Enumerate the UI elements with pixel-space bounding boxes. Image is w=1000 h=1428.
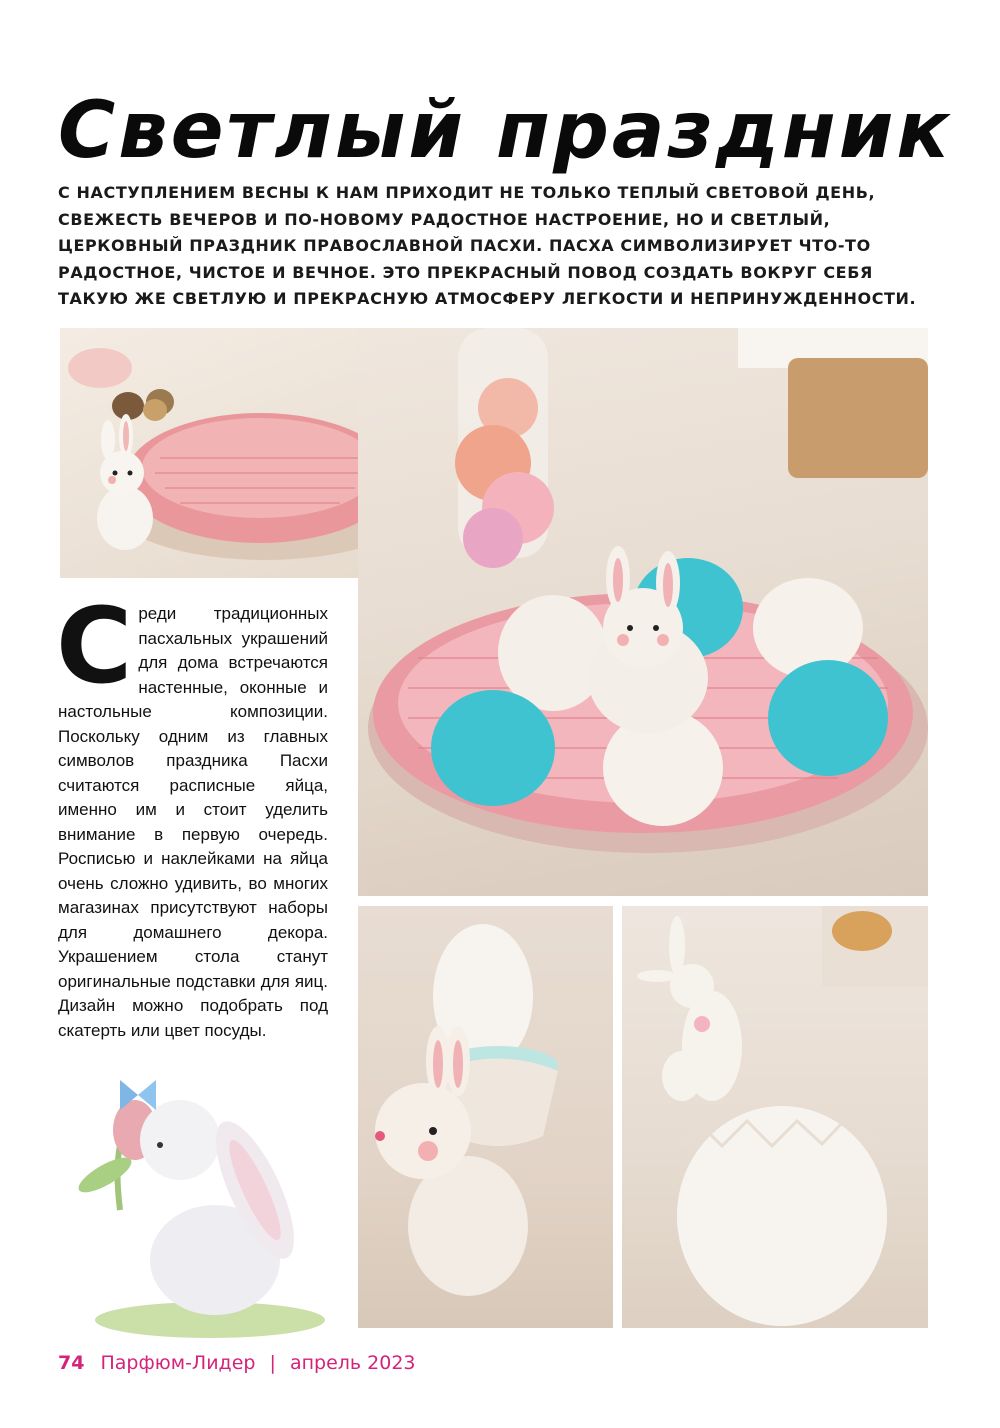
photo-bunny-tulip-figurine (60, 1050, 330, 1340)
footer-separator: | (269, 1352, 276, 1374)
magazine-name: Парфюм-Лидер (100, 1352, 256, 1374)
photo-bunny-egg-cup (358, 906, 613, 1328)
article-title: Светлый праздник (58, 86, 953, 177)
issue-date: апрель 2023 (289, 1352, 416, 1374)
page-footer (58, 1352, 416, 1374)
article-body (56, 585, 328, 1043)
dropcap: С (56, 585, 133, 707)
article-lead: С НАСТУПЛЕНИЕМ ВЕСНЫ К НАМ ПРИХОДИТ НЕ ТОЛЬКО ТЕПЛЫЙ СВЕТОВОЙ ДЕНЬ, СВЕЖЕСТЬ ВЕЧЕРОВ И ПО-НОВОМУ РАДОСТНОЕ НАСТРОЕНИЕ, НО И СВЕТЛЫЙ, ЦЕРКОВНЫЙ ПРАЗДНИК ПРАВОСЛАВНОЙ ПАСХИ. ПАСХА СИМВОЛИЗИРУЕТ ЧТО-ТО РАДОСТНОЕ, ЧИСТОЕ И ВЕЧНОЕ. ЭТО ПРЕКРАСНЫЙ ПОВОД СОЗДАТЬ ВОКРУГ СЕБЯ ТАКУЮ ЖЕ СВЕТЛУЮ И ПРЕКРАСНУЮ АТМОСФЕРУ ЛЕГКОСТИ И НЕПРИНУЖДЕННОСТИ. (58, 183, 917, 308)
photo-bunny-egg-vase (622, 906, 928, 1328)
photo-bunny-egg-tray (358, 328, 928, 896)
page-number: 74 (58, 1352, 85, 1374)
article-body-text: реди традиционных пасхальных украшений для дома встречаются настенные, оконные и настольные композиции. Поскольку одним из главных символов праздника Пасхи считаются расписные яйца, именно им и стоит уделить внимание в первую очередь. Росписью и наклейками на яйца очень сложно удивить, во многих магазинах присутствуют наборы для домашнего декора. Украшением стола станут оригинальные подставки для яиц. Дизайн можно подобрать под скатерть или цвет посуды. (58, 604, 328, 1040)
